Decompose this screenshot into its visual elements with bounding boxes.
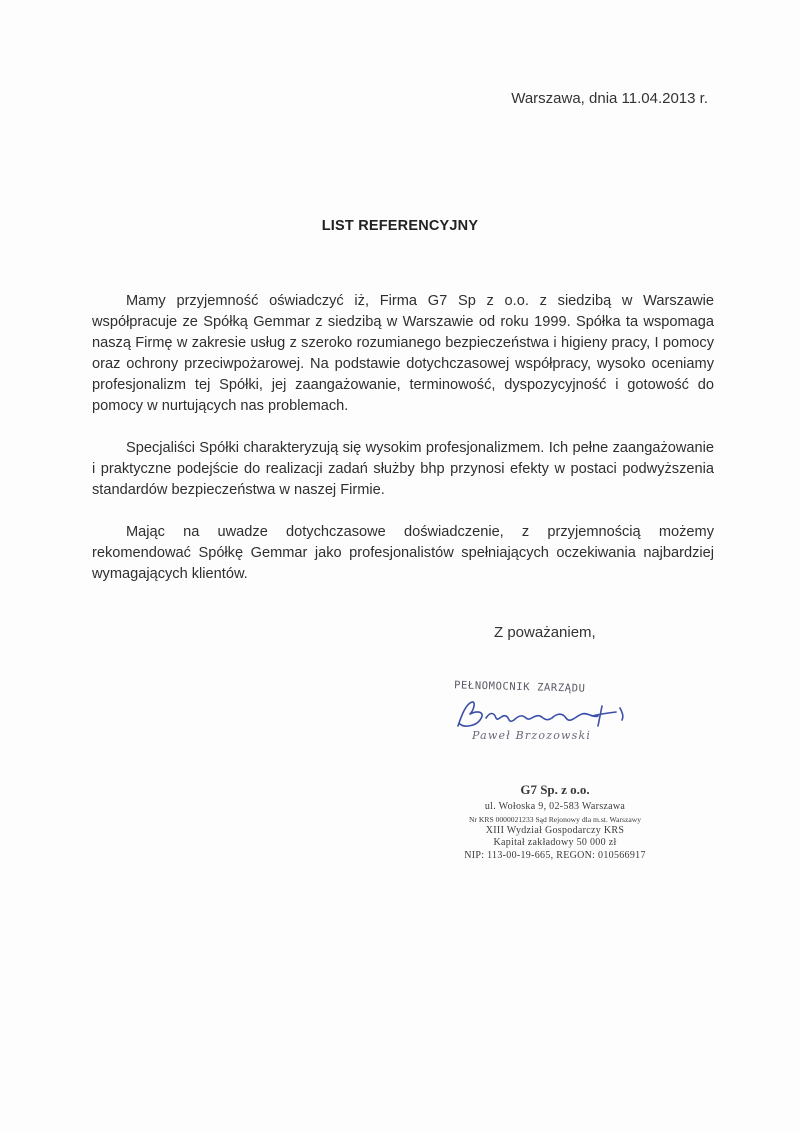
signatory-role-stamp: PEŁNOMOCNIK ZARZĄDU xyxy=(453,679,586,695)
letter-body xyxy=(92,291,714,606)
company-capital: Kapitał zakładowy 50 000 zł xyxy=(493,837,617,849)
date-line: Warszawa, dnia 11.04.2013 r. xyxy=(511,90,708,107)
closing-salutation: Z poważaniem, xyxy=(494,624,596,641)
paragraph-1: Mamy przyjemność oświadczyć iż, Firma G7 Sp z o.o. z siedzibą w Warszawie współpracuje ze Spółką Gemmar z siedzibą w Warszawie od roku 1999. Spółka ta wspomaga naszą Firmę w zakresie usług z szeroko rozumianego bezpieczeństwa i higieny pracy, I pomocy oraz ochrony przeciwpożarowej. Na podstawie dotychczasowej współpracy, wysoko oceniamy profesjonalizm tej Spółki, jej zaangażowanie, terminowość, dyspozycyjność i gotowość do pomocy w nurtujących nas problemach. xyxy=(92,293,714,414)
company-name: G7 Sp. z o.o. xyxy=(520,782,590,797)
signatory-name-stamp: Paweł Brzozowski xyxy=(472,729,592,742)
company-nip-regon: NIP: 113-00-19-665, REGON: 010566917 xyxy=(464,849,646,861)
paragraph-3: Mając na uwadze dotychczasowe doświadczenie, z przyjemnością możemy rekomendować Spółkę Gemmar jako profesjonalistów spełniających oczekiwania najbardziej wymagających klientów. xyxy=(92,524,714,582)
signature-block xyxy=(452,676,682,748)
company-address: ul. Wołoska 9, 02-583 Warszawa xyxy=(484,801,626,812)
company-krs: Nr KRS 0000021233 Sąd Rejonowy dla m.st. Warszawy xyxy=(469,814,641,824)
company-court: XIII Wydział Gospodarczy KRS xyxy=(485,824,625,836)
company-stamp xyxy=(430,782,680,862)
letter-title: LIST REFERENCYJNY xyxy=(321,218,479,234)
paragraph-2: Specjaliści Spółki charakteryzują się wysokim profesjonalizmem. Ich pełne zaangażowanie i praktyczne podejście do realizacji zadań służby bhp przynosi efekty w postaci podwyższenia standardów bezpieczeństwa w naszej Firmie. xyxy=(92,440,714,498)
